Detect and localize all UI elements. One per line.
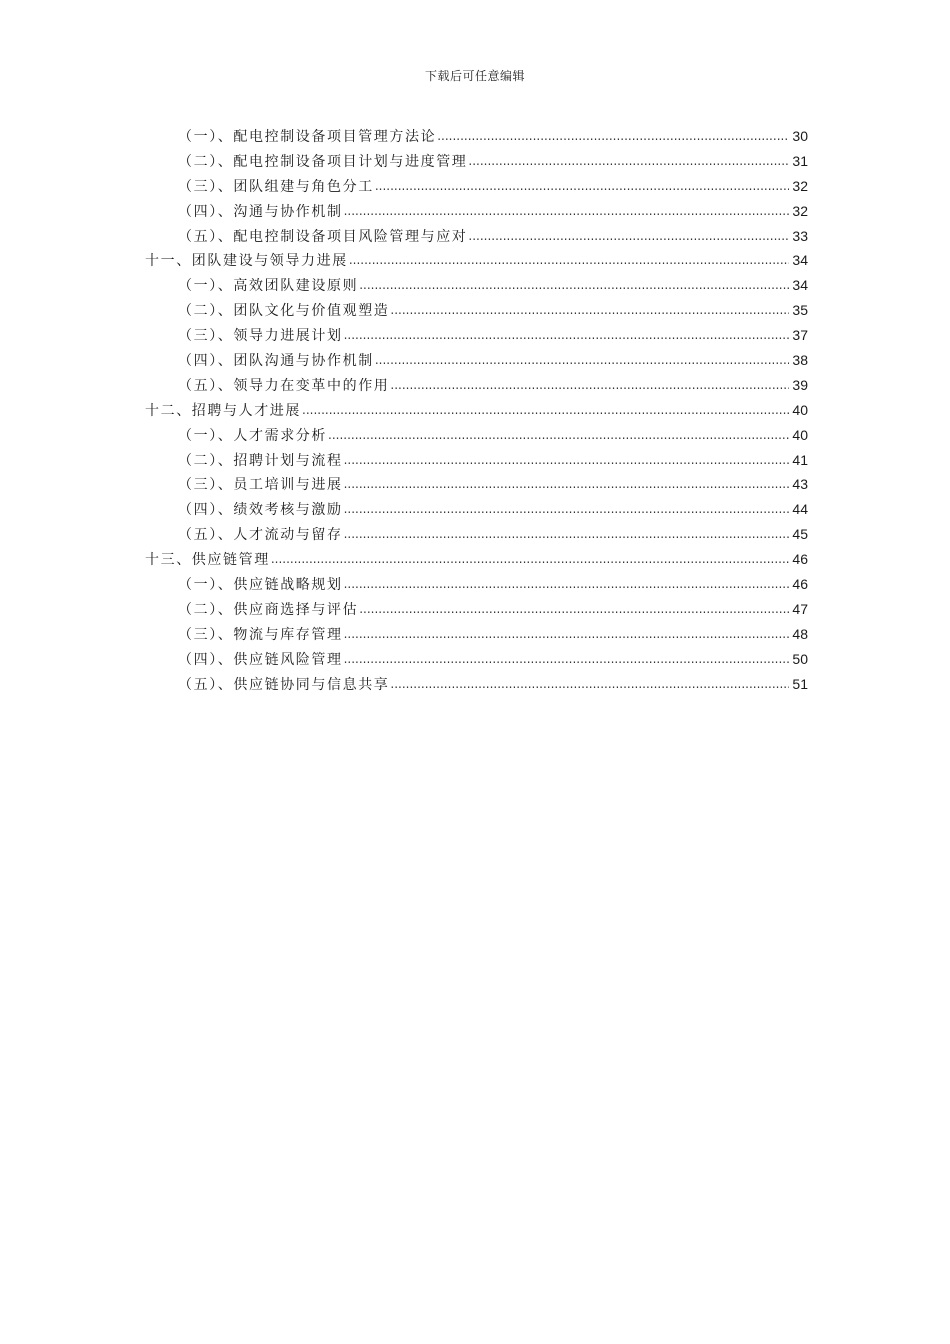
table-of-contents <box>145 126 808 698</box>
toc-page-number: 41 <box>792 451 808 468</box>
toc-section-entry[interactable] <box>145 201 808 226</box>
toc-entry-label: （一）、人才需求分析 <box>178 427 327 444</box>
toc-section-entry[interactable] <box>145 624 808 649</box>
toc-entry-label: （四）、沟通与协作机制 <box>178 203 343 220</box>
toc-entry-label: （五）、配电控制设备项目风险管理与应对 <box>178 228 468 245</box>
toc-page-number: 39 <box>792 376 808 393</box>
toc-entry-label: （一）、高效团队建设原则 <box>178 278 359 295</box>
toc-entry-label: （二）、团队文化与价值观塑造 <box>178 303 390 320</box>
toc-dot-leader <box>468 227 789 241</box>
toc-page-number: 48 <box>792 625 808 642</box>
toc-section-entry[interactable] <box>145 151 808 176</box>
toc-entry-label: （三）、领导力进展计划 <box>178 328 343 345</box>
toc-dot-leader <box>344 326 789 340</box>
toc-section-entry[interactable] <box>145 350 808 375</box>
toc-page-number: 40 <box>792 401 808 418</box>
toc-chapter-entry[interactable] <box>145 250 808 275</box>
toc-page-number: 31 <box>792 152 808 169</box>
page-header: 下载后可任意编辑 <box>424 69 525 83</box>
toc-entry-label: （一）、供应链战略规划 <box>178 577 343 594</box>
toc-section-entry[interactable] <box>145 450 808 475</box>
toc-chapter-entry[interactable] <box>145 549 808 574</box>
toc-entry-label: （五）、供应链协同与信息共享 <box>178 676 390 693</box>
toc-page-number: 34 <box>792 252 808 269</box>
toc-section-entry[interactable] <box>145 599 808 624</box>
toc-dot-leader <box>271 550 789 564</box>
toc-dot-leader <box>344 500 789 514</box>
toc-section-entry[interactable] <box>145 126 808 151</box>
toc-dot-leader <box>375 351 789 365</box>
toc-dot-leader <box>344 475 789 489</box>
toc-entry-label: （三）、物流与库存管理 <box>178 626 343 643</box>
toc-entry-label: （五）、人才流动与留存 <box>178 527 343 544</box>
toc-dot-leader <box>344 650 789 664</box>
toc-page-number: 47 <box>792 600 808 617</box>
toc-page-number: 51 <box>792 675 808 692</box>
toc-page-number: 45 <box>792 526 808 543</box>
toc-page-number: 33 <box>792 227 808 244</box>
toc-page-number: 34 <box>792 277 808 294</box>
toc-entry-label: （四）、绩效考核与激励 <box>178 502 343 519</box>
toc-chapter-entry[interactable] <box>145 400 808 425</box>
toc-page-number: 43 <box>792 476 808 493</box>
toc-entry-label: （三）、员工培训与进展 <box>178 477 343 494</box>
toc-dot-leader <box>359 600 789 614</box>
toc-page-number: 35 <box>792 302 808 319</box>
toc-entry-label: 十一、团队建设与领导力进展 <box>145 253 348 270</box>
toc-dot-leader <box>375 177 789 191</box>
toc-entry-label: 十二、招聘与人才进展 <box>145 402 301 419</box>
toc-section-entry[interactable] <box>145 176 808 201</box>
toc-dot-leader <box>390 301 789 315</box>
toc-dot-leader <box>344 525 789 539</box>
toc-entry-label: 十三、供应链管理 <box>145 552 270 569</box>
toc-entry-label: （四）、团队沟通与协作机制 <box>178 353 374 370</box>
toc-section-entry[interactable] <box>145 674 808 699</box>
toc-page-number: 38 <box>792 352 808 369</box>
toc-section-entry[interactable] <box>145 474 808 499</box>
toc-dot-leader <box>390 675 789 689</box>
toc-entry-label: （五）、领导力在变革中的作用 <box>178 377 390 394</box>
toc-dot-leader <box>437 127 789 141</box>
toc-dot-leader <box>344 202 789 216</box>
toc-section-entry[interactable] <box>145 325 808 350</box>
toc-page-number: 40 <box>792 426 808 443</box>
toc-section-entry[interactable] <box>145 524 808 549</box>
toc-dot-leader <box>359 276 789 290</box>
toc-dot-leader <box>349 251 789 265</box>
toc-entry-label: （一）、配电控制设备项目管理方法论 <box>178 129 437 145</box>
toc-page-number: 30 <box>792 128 808 144</box>
toc-dot-leader <box>344 451 789 465</box>
toc-entry-label: （三）、团队组建与角色分工 <box>178 178 374 195</box>
toc-page-number: 44 <box>792 501 808 518</box>
toc-section-entry[interactable] <box>145 574 808 599</box>
toc-dot-leader <box>344 575 789 589</box>
toc-page-number: 46 <box>792 576 808 593</box>
toc-page-number: 32 <box>792 177 808 194</box>
toc-section-entry[interactable] <box>145 499 808 524</box>
toc-dot-leader <box>468 152 789 166</box>
toc-dot-leader <box>344 625 789 639</box>
toc-page-number: 46 <box>792 551 808 568</box>
toc-entry-label: （二）、招聘计划与流程 <box>178 452 343 469</box>
toc-dot-leader <box>328 426 789 440</box>
toc-page-number: 37 <box>792 327 808 344</box>
toc-section-entry[interactable] <box>145 300 808 325</box>
toc-entry-label: （二）、供应商选择与评估 <box>178 601 359 618</box>
toc-section-entry[interactable] <box>145 275 808 300</box>
toc-entry-label: （四）、供应链风险管理 <box>178 651 343 668</box>
toc-dot-leader <box>302 401 789 415</box>
toc-page-number: 50 <box>792 650 808 667</box>
toc-dot-leader <box>390 376 789 390</box>
toc-section-entry[interactable] <box>145 425 808 450</box>
toc-entry-label: （二）、配电控制设备项目计划与进度管理 <box>178 153 468 170</box>
toc-section-entry[interactable] <box>145 649 808 674</box>
toc-section-entry[interactable] <box>145 226 808 251</box>
toc-section-entry[interactable] <box>145 375 808 400</box>
toc-page-number: 32 <box>792 202 808 219</box>
